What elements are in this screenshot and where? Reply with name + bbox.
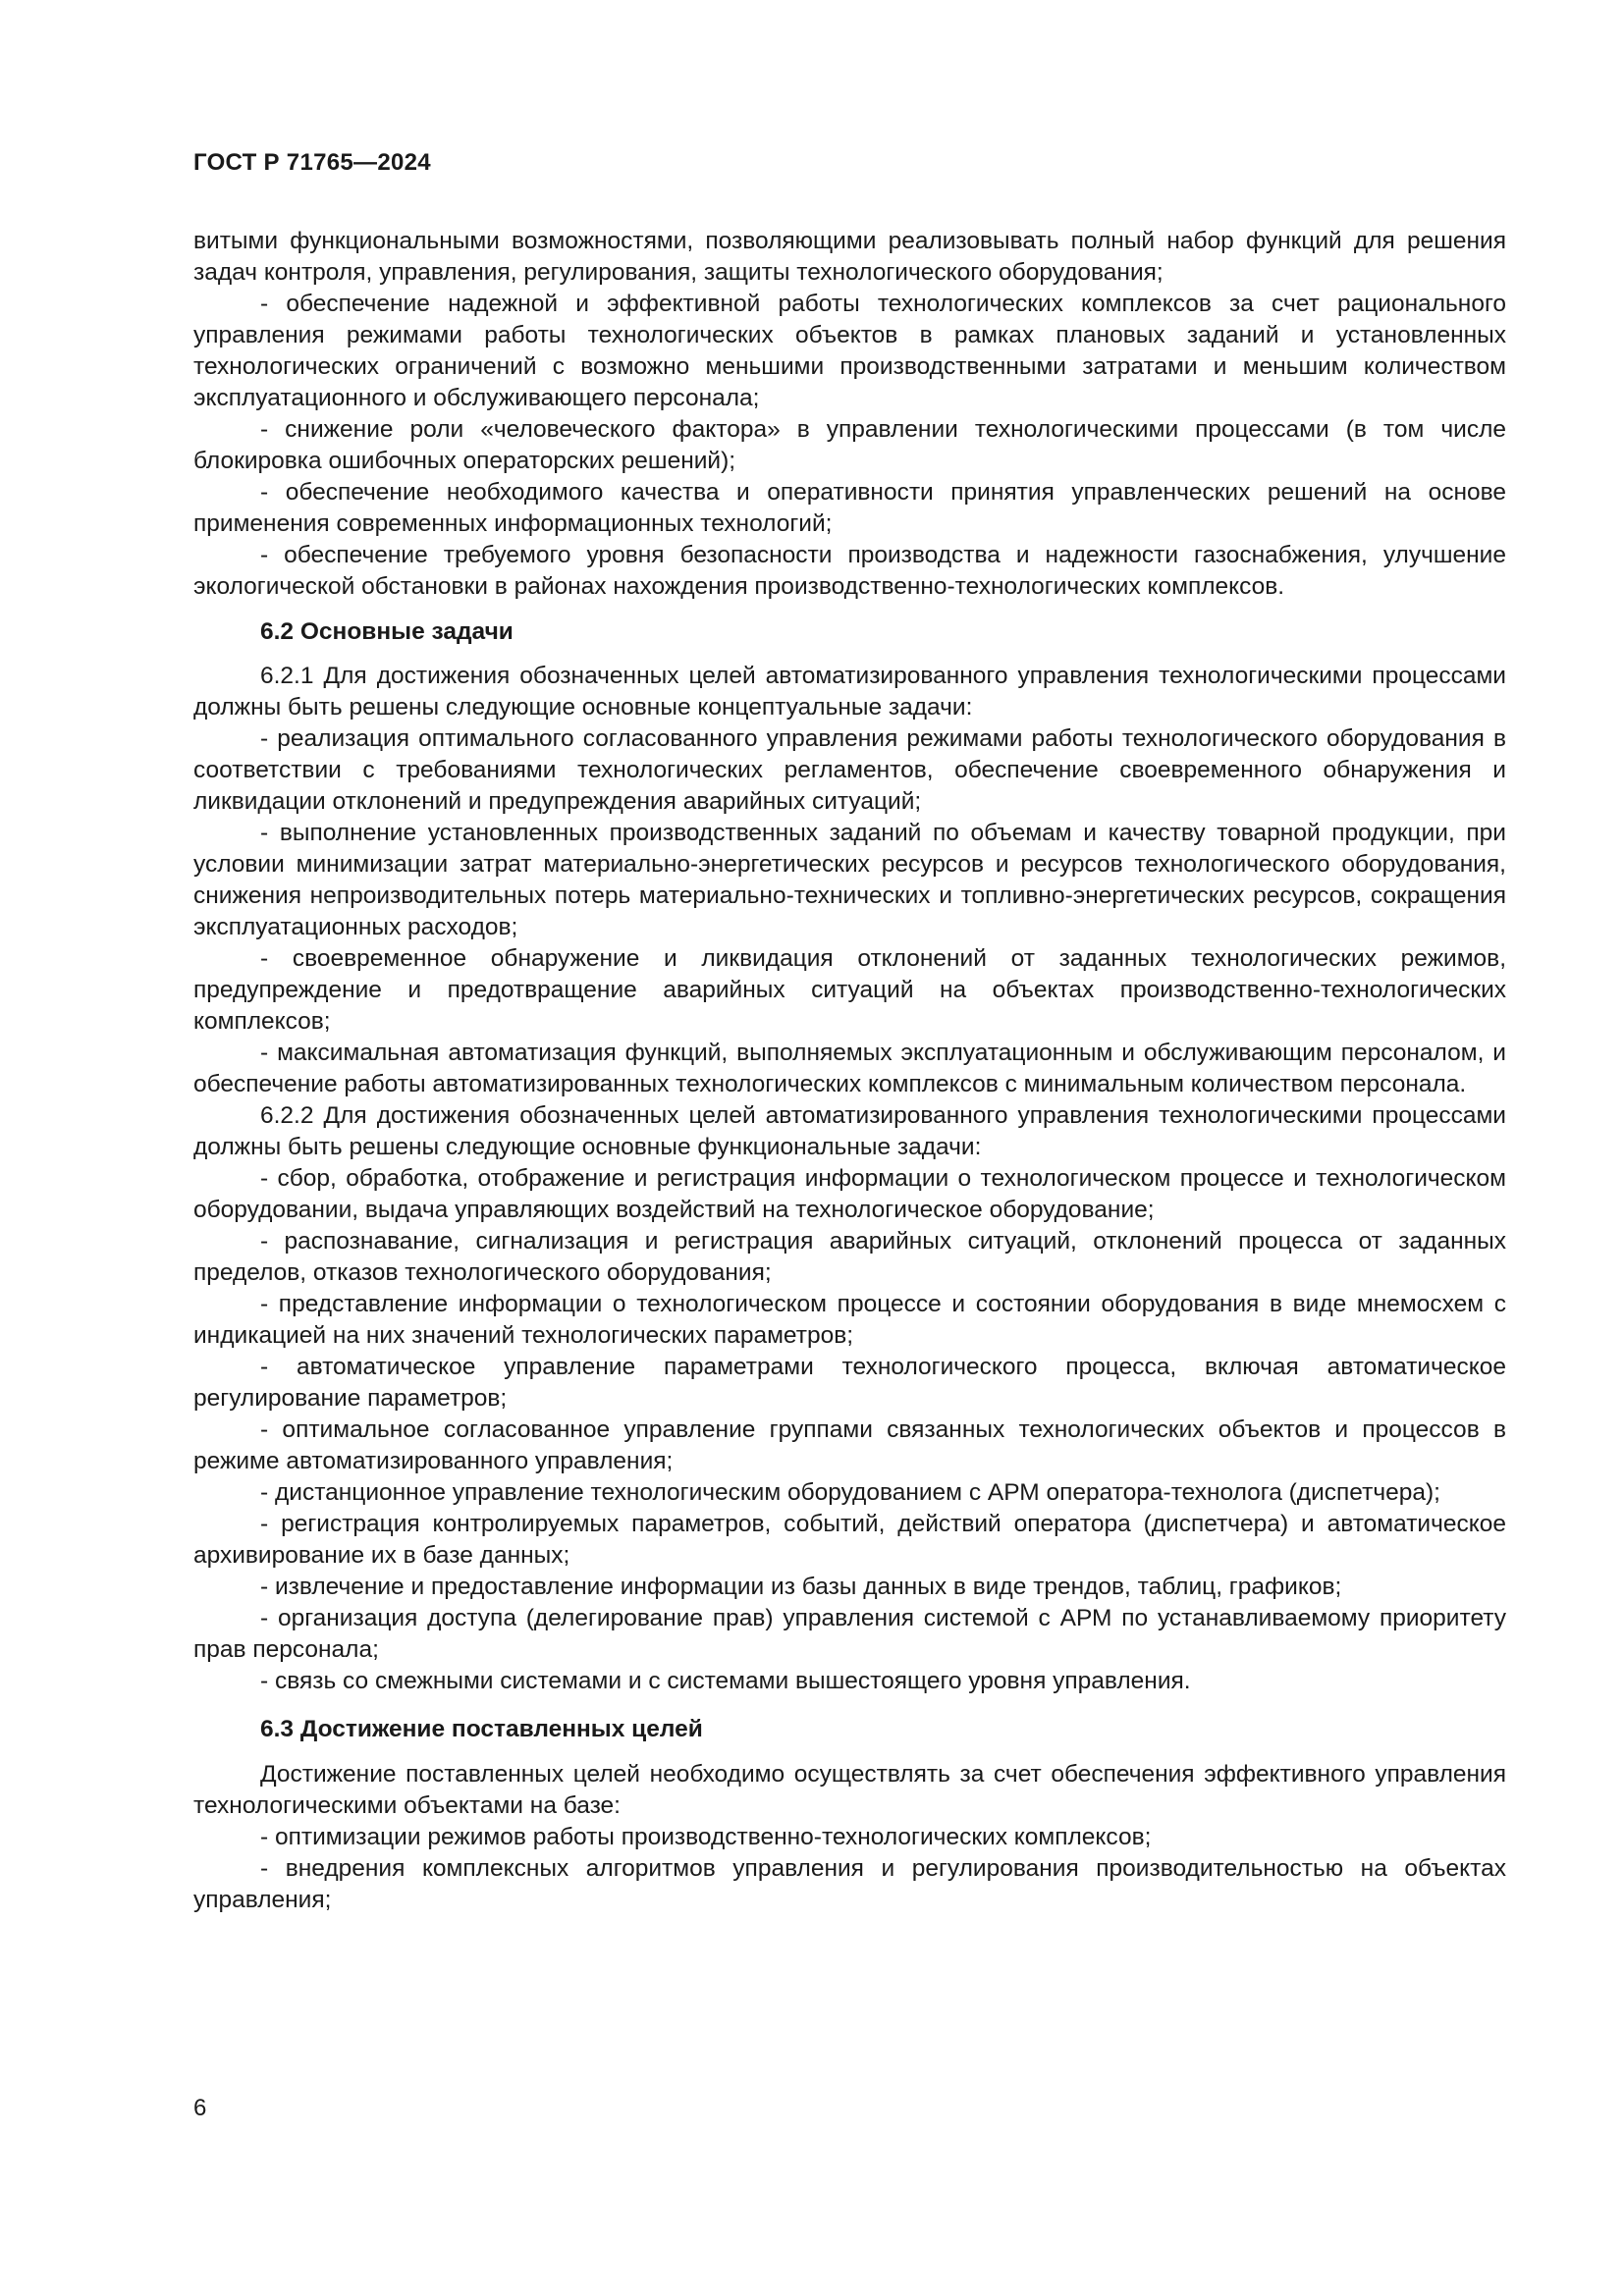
list-item: - выполнение установленных производственных заданий по объемам и качеству товарной продукции, при условии минимизации затрат материально-энергетических ресурсов и ресурсов технологического оборудования, снижения непроизводительных потерь материально-технических и топливно-энергетических ресурсов, сокращения эксплуатационных расходов; bbox=[193, 820, 1506, 940]
list-item: - дистанционное управление технологическим оборудованием с АРМ оператора-технолога (диспетчера); bbox=[260, 1479, 1440, 1506]
list-item: - извлечение и предоставление информации из базы данных в виде трендов, таблиц, графиков; bbox=[260, 1574, 1342, 1600]
list-item: - обеспечение необходимого качества и оперативности принятия управленческих решений на основе применения современных информационных технологий; bbox=[193, 479, 1506, 537]
body-text bbox=[193, 226, 1506, 1916]
list-item: - внедрения комплексных алгоритмов управления и регулирования производительностью на объектах управления; bbox=[193, 1855, 1506, 1913]
section-heading-6-3: 6.3 Достижение поставленных целей bbox=[260, 1716, 703, 1742]
document-page bbox=[193, 0, 1506, 2296]
list-item: - распознавание, сигнализация и регистрация аварийных ситуаций, отклонений процесса от заданных пределов, отказов технологического оборудования; bbox=[193, 1228, 1506, 1286]
paragraph-6-3-intro: Достижение поставленных целей необходимо осуществлять за счет обеспечения эффективного управления технологическими объектами на базе: bbox=[193, 1761, 1506, 1819]
paragraph-6-2-2: 6.2.2 Для достижения обозначенных целей автоматизированного управления технологическими процессами должны быть решены следующие основные функциональные задачи: bbox=[193, 1102, 1506, 1160]
page-number: 6 bbox=[193, 2095, 207, 2121]
list-item: - оптимальное согласованное управление группами связанных технологических объектов и процессов в режиме автоматизированного управления; bbox=[193, 1416, 1506, 1474]
list-item: - максимальная автоматизация функций, выполняемых эксплуатационным и обслуживающим персоналом, и обеспечение работы автоматизированных технологических комплексов с минимальным количеством персонала. bbox=[193, 1040, 1506, 1097]
list-item: - обеспечение надежной и эффективной работы технологических комплексов за счет рационального управления режимами работы технологических объектов в рамках плановых заданий и установленных технологических ограничений с возможно меньшими производственными затратами и меньшим количеством эксплуатационного и обслуживающего персонала; bbox=[193, 291, 1506, 411]
list-item: - автоматическое управление параметрами технологического процесса, включая автоматическое регулирование параметров; bbox=[193, 1354, 1506, 1412]
list-item: - своевременное обнаружение и ликвидация отклонений от заданных технологических режимов, предупреждение и предотвращение аварийных ситуаций на объектах производственно-технологических комплексов; bbox=[193, 945, 1506, 1035]
paragraph-6-2-1: 6.2.1 Для достижения обозначенных целей автоматизированного управления технологическими процессами должны быть решены следующие основные концептуальные задачи: bbox=[193, 663, 1506, 721]
list-item: - представление информации о технологическом процессе и состоянии оборудования в виде мнемосхем с индикацией на них значений технологических параметров; bbox=[193, 1291, 1506, 1349]
list-item: - организация доступа (делегирование прав) управления системой с АРМ по устанавливаемому приоритету прав персонала; bbox=[193, 1605, 1506, 1663]
list-item: - снижение роли «человеческого фактора» в управлении технологическими процессами (в том числе блокировка ошибочных операторских решений); bbox=[193, 416, 1506, 474]
list-item: - регистрация контролируемых параметров, событий, действий оператора (диспетчера) и автоматическое архивирование их в базе данных; bbox=[193, 1511, 1506, 1569]
list-item: - сбор, обработка, отображение и регистрация информации о технологическом процессе и технологическом оборудовании, выдача управляющих воздействий на технологическое оборудование; bbox=[193, 1165, 1506, 1223]
section-heading-6-2: 6.2 Основные задачи bbox=[260, 618, 514, 645]
document-id: ГОСТ Р 71765—2024 bbox=[193, 149, 431, 176]
list-item: - связь со смежными системами и с системами вышестоящего уровня управления. bbox=[260, 1668, 1191, 1694]
list-item: - реализация оптимального согласованного управления режимами работы технологического оборудования в соответствии с требованиями технологических регламентов, обеспечение своевременного обнаружения и ликвидации отклонений и предупреждения аварийных ситуаций; bbox=[193, 725, 1506, 815]
intro-continuation: витыми функциональными возможностями, позволяющими реализовывать полный набор функций для решения задач контроля, управления, регулирования, защиты технологического оборудования; bbox=[193, 228, 1506, 286]
list-item: - обеспечение требуемого уровня безопасности производства и надежности газоснабжения, улучшение экологической обстановки в районах нахождения производственно-технологических комплексов. bbox=[193, 542, 1506, 600]
list-item: - оптимизации режимов работы производственно-технологических комплексов; bbox=[260, 1824, 1152, 1850]
